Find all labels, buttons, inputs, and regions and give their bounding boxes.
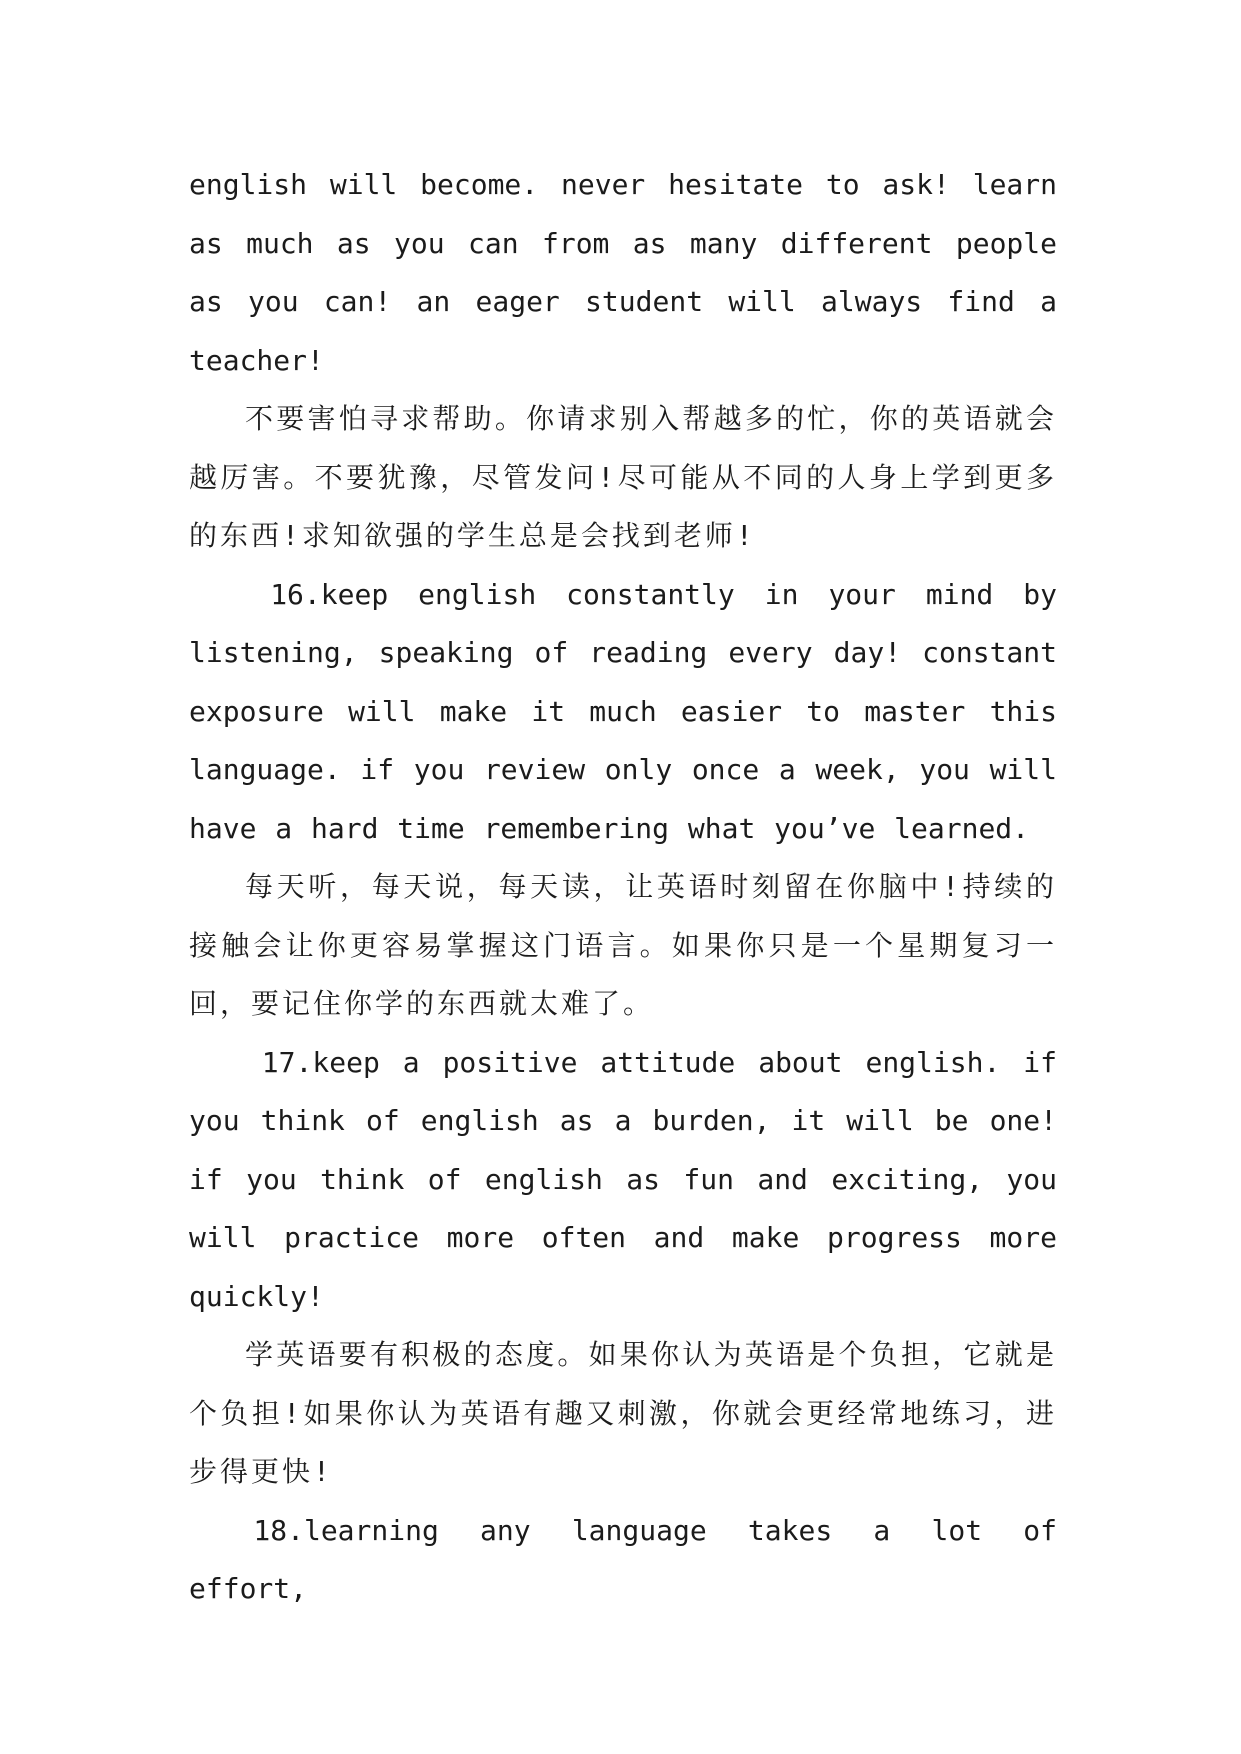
paragraph-english-tip15-end: english will become. never hesitate to ask! learn as much as you can from as many different people as you can! an eager student will always find a teacher! (189, 168, 1057, 377)
paragraph-chinese-tip15: 不要害怕寻求帮助。你请求别入帮越多的忙，你的英语就会越厉害。不要犹豫，尽管发问!尽可能从不同的人身上学到更多的东西!求知欲强的学生总是会找到老师! (189, 402, 1057, 552)
document-page (189, 156, 1057, 1619)
paragraph-english-tip18-start: 18.learning any language takes a lot of effort, (189, 1513, 1057, 1605)
paragraph-english-tip16: 16.keep english constantly in your mind by listening, speaking of reading every day! constant exposure will make it much easier to master this language. if you review only once a week, you will have a hard time remembering what you’ve learned. (189, 577, 1057, 845)
paragraph-english-tip17: 17.keep a positive attitude about english. if you think of english as a burden, it will be one! if you think of english as fun and exciting, you will practice more often and make progress more quickly! (189, 1045, 1057, 1313)
paragraph-chinese-tip17: 学英语要有积极的态度。如果你认为英语是个负担，它就是个负担!如果你认为英语有趣又刺激，你就会更经常地练习，进步得更快! (189, 1338, 1057, 1488)
paragraph-chinese-tip16: 每天听，每天说，每天读，让英语时刻留在你脑中!持续的接触会让你更容易掌握这门语言。如果你只是一个星期复习一回，要记住你学的东西就太难了。 (189, 870, 1057, 1020)
